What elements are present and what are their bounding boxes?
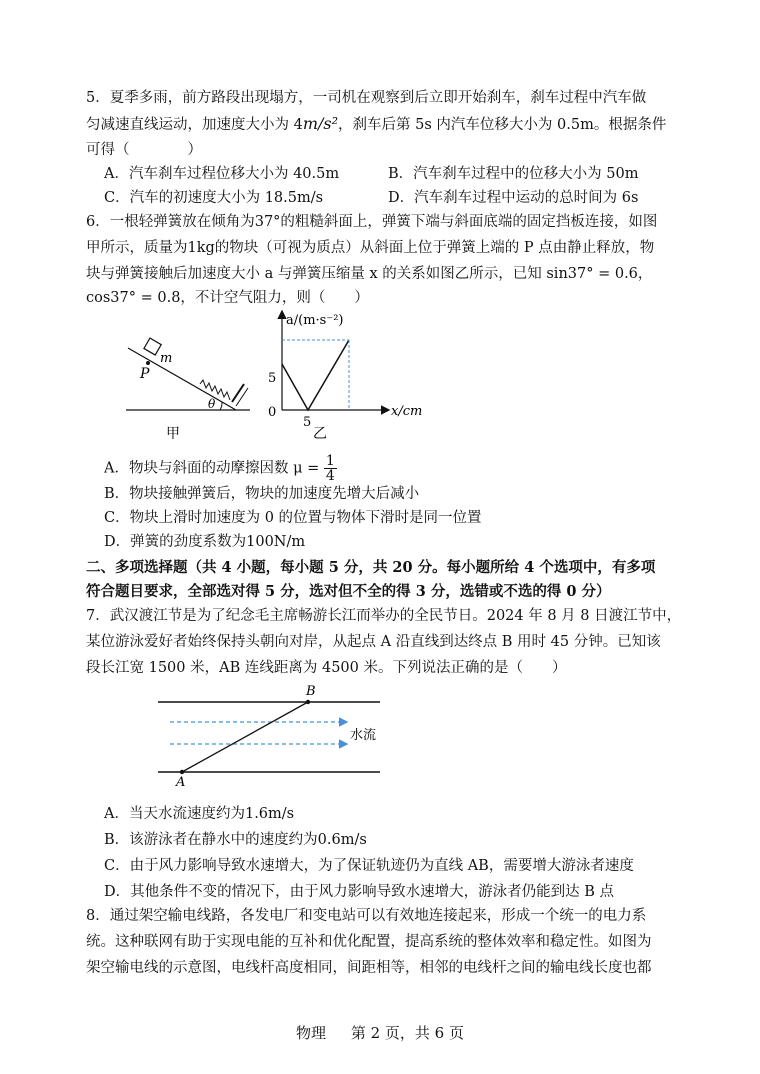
q7-stem-line2: 某位游泳爱好者始终保持头朝向对岸，从起点 A 沿直线到达终点 B 用时 45 分钟。已知该: [86, 634, 661, 650]
q5-option-c[interactable]: C．汽车的初速度大小为 18.5m/s: [104, 190, 324, 206]
q6-option-a-fraction: [324, 454, 337, 483]
q6-jia-label-m: m: [160, 351, 173, 366]
q6-option-b[interactable]: B．物块接触弹簧后，物块的加速度先增大后减小: [104, 486, 420, 502]
q6-stem-line1: 6．一根轻弹簧放在倾角为37°的粗糙斜面上，弹簧下端与斜面底端的固定挡板连接，如图: [86, 214, 658, 230]
q8-stem-line1: 8．通过架空输电线路，各发电厂和变电站可以有效地连接起来，形成一个统一的电力系: [86, 908, 647, 924]
q6-jia-label-theta: θ: [208, 397, 216, 411]
q6-option-a[interactable]: [104, 454, 337, 483]
q5-option-d[interactable]: D．汽车刹车过程中运动的总时间为 6s: [388, 190, 639, 206]
q7-stem-line3: 段长江宽 1500 米，AB 连线距离为 4500 米。下列说法正确的是（ ）: [86, 660, 567, 676]
q6-stem-line2: 甲所示，质量为1kg的物块（可视为质点）从斜面上位于弹簧上端的 P 点由静止释放，物: [86, 240, 655, 256]
q7-label-b: B: [306, 684, 316, 699]
q6-fraction-den: 4: [325, 468, 335, 484]
q6-stem-line4: cos37° = 0.8，不计空气阻力，则（ ）: [86, 290, 369, 306]
q6-jia-label-p: P: [140, 366, 150, 382]
q7-option-c[interactable]: C．由于风力影响导致水速增大，为了保证轨迹仍为直线 AB，需要增大游泳者速度: [104, 858, 634, 874]
q5-stem-line2a: 匀减速直线运动，加速度大小为 4: [86, 117, 303, 133]
q8-stem-line2: 统。这种联网有助于实现电能的互补和优化配置，提高系统的整体效率和稳定性。如图为: [86, 934, 652, 950]
q5-stem-line1: 5．夏季多雨，前方路段出现塌方，一司机在观察到后立即开始刹车，刹车过程中汽车做: [86, 90, 647, 106]
section2-heading-line1: 二、多项选择题（共 4 小题，每小题 5 分，共 20 分。每小题所给 4 个选项中，有多项: [86, 559, 656, 576]
page-footer: [0, 1022, 760, 1043]
q7-option-b[interactable]: B．该游泳者在静水中的速度约为0.6m/s: [104, 832, 367, 848]
footer-subject: 物理: [296, 1024, 327, 1042]
q5-stem-line2b: ，刹车后第 5s 内汽车位移大小为 0.5m。根据条件: [338, 117, 667, 133]
q6-yi-ylabel: a/(m·s⁻²): [286, 313, 344, 328]
q6-yi-caption: 乙: [313, 426, 327, 442]
q6-option-d[interactable]: D．弹簧的劲度系数为100N/m: [104, 534, 306, 550]
q6-figure-yi: [258, 306, 428, 446]
section2-heading-line2: 符合题目要求，全部选对得 5 分，选对但不全的得 3 分，选错或不选的得 0 分）: [86, 583, 611, 600]
q7-option-d[interactable]: D．其他条件不变的情况下，由于风力影响导致水速增大，游泳者仍能到达 B 点: [104, 884, 614, 900]
q8-stem-line3: 架空输电线的示意图，电线杆高度相同，间距相等，相邻的电线杆之间的输电线长度也都: [86, 960, 652, 976]
q5-stem-line2: [86, 114, 666, 135]
q6-fraction-num: 1: [325, 453, 335, 469]
q7-label-a: A: [176, 775, 186, 790]
q6-jia-caption: 甲: [166, 426, 180, 442]
q7-option-a[interactable]: A．当天水流速度约为1.6m/s: [104, 806, 295, 822]
q6-yi-origin: 0: [268, 405, 277, 420]
q5-accel-unit: m/s²: [302, 114, 339, 133]
q6-figure-jia: [120, 318, 260, 448]
q7-river-figure: [150, 680, 390, 790]
q7-label-flow: 水流: [350, 728, 377, 743]
q5-stem-line3: 可得（ ）: [86, 142, 202, 158]
q5-option-a[interactable]: A．汽车刹车过程位移大小为 40.5m: [104, 166, 340, 182]
q6-option-c[interactable]: C．物块上滑时加速度为 0 的位置与物体下滑时是同一位置: [104, 510, 482, 526]
q5-option-b[interactable]: B．汽车刹车过程中的位移大小为 50m: [388, 166, 639, 182]
q6-yi-graph-line: [282, 340, 349, 410]
q7-stem-line1: 7．武汉渡江节是为了纪念毛主席畅游长江而举办的全民节日。2024 年 8 月 8 日渡江节中，: [86, 608, 682, 624]
q6-yi-xtick: 5: [303, 415, 312, 430]
q6-yi-ytick: 5: [268, 371, 277, 386]
q6-option-a-text: A．物块与斜面的动摩擦因数 μ =: [104, 460, 320, 477]
q6-yi-xlabel: x/cm: [391, 404, 423, 419]
q6-stem-line3: 块与弹簧接触后加速度大小 a 与弹簧压缩量 x 的关系如图乙所示，已知 sin37° = 0.6，: [86, 266, 653, 282]
footer-page-number: 第 2 页，共 6 页: [350, 1024, 464, 1042]
